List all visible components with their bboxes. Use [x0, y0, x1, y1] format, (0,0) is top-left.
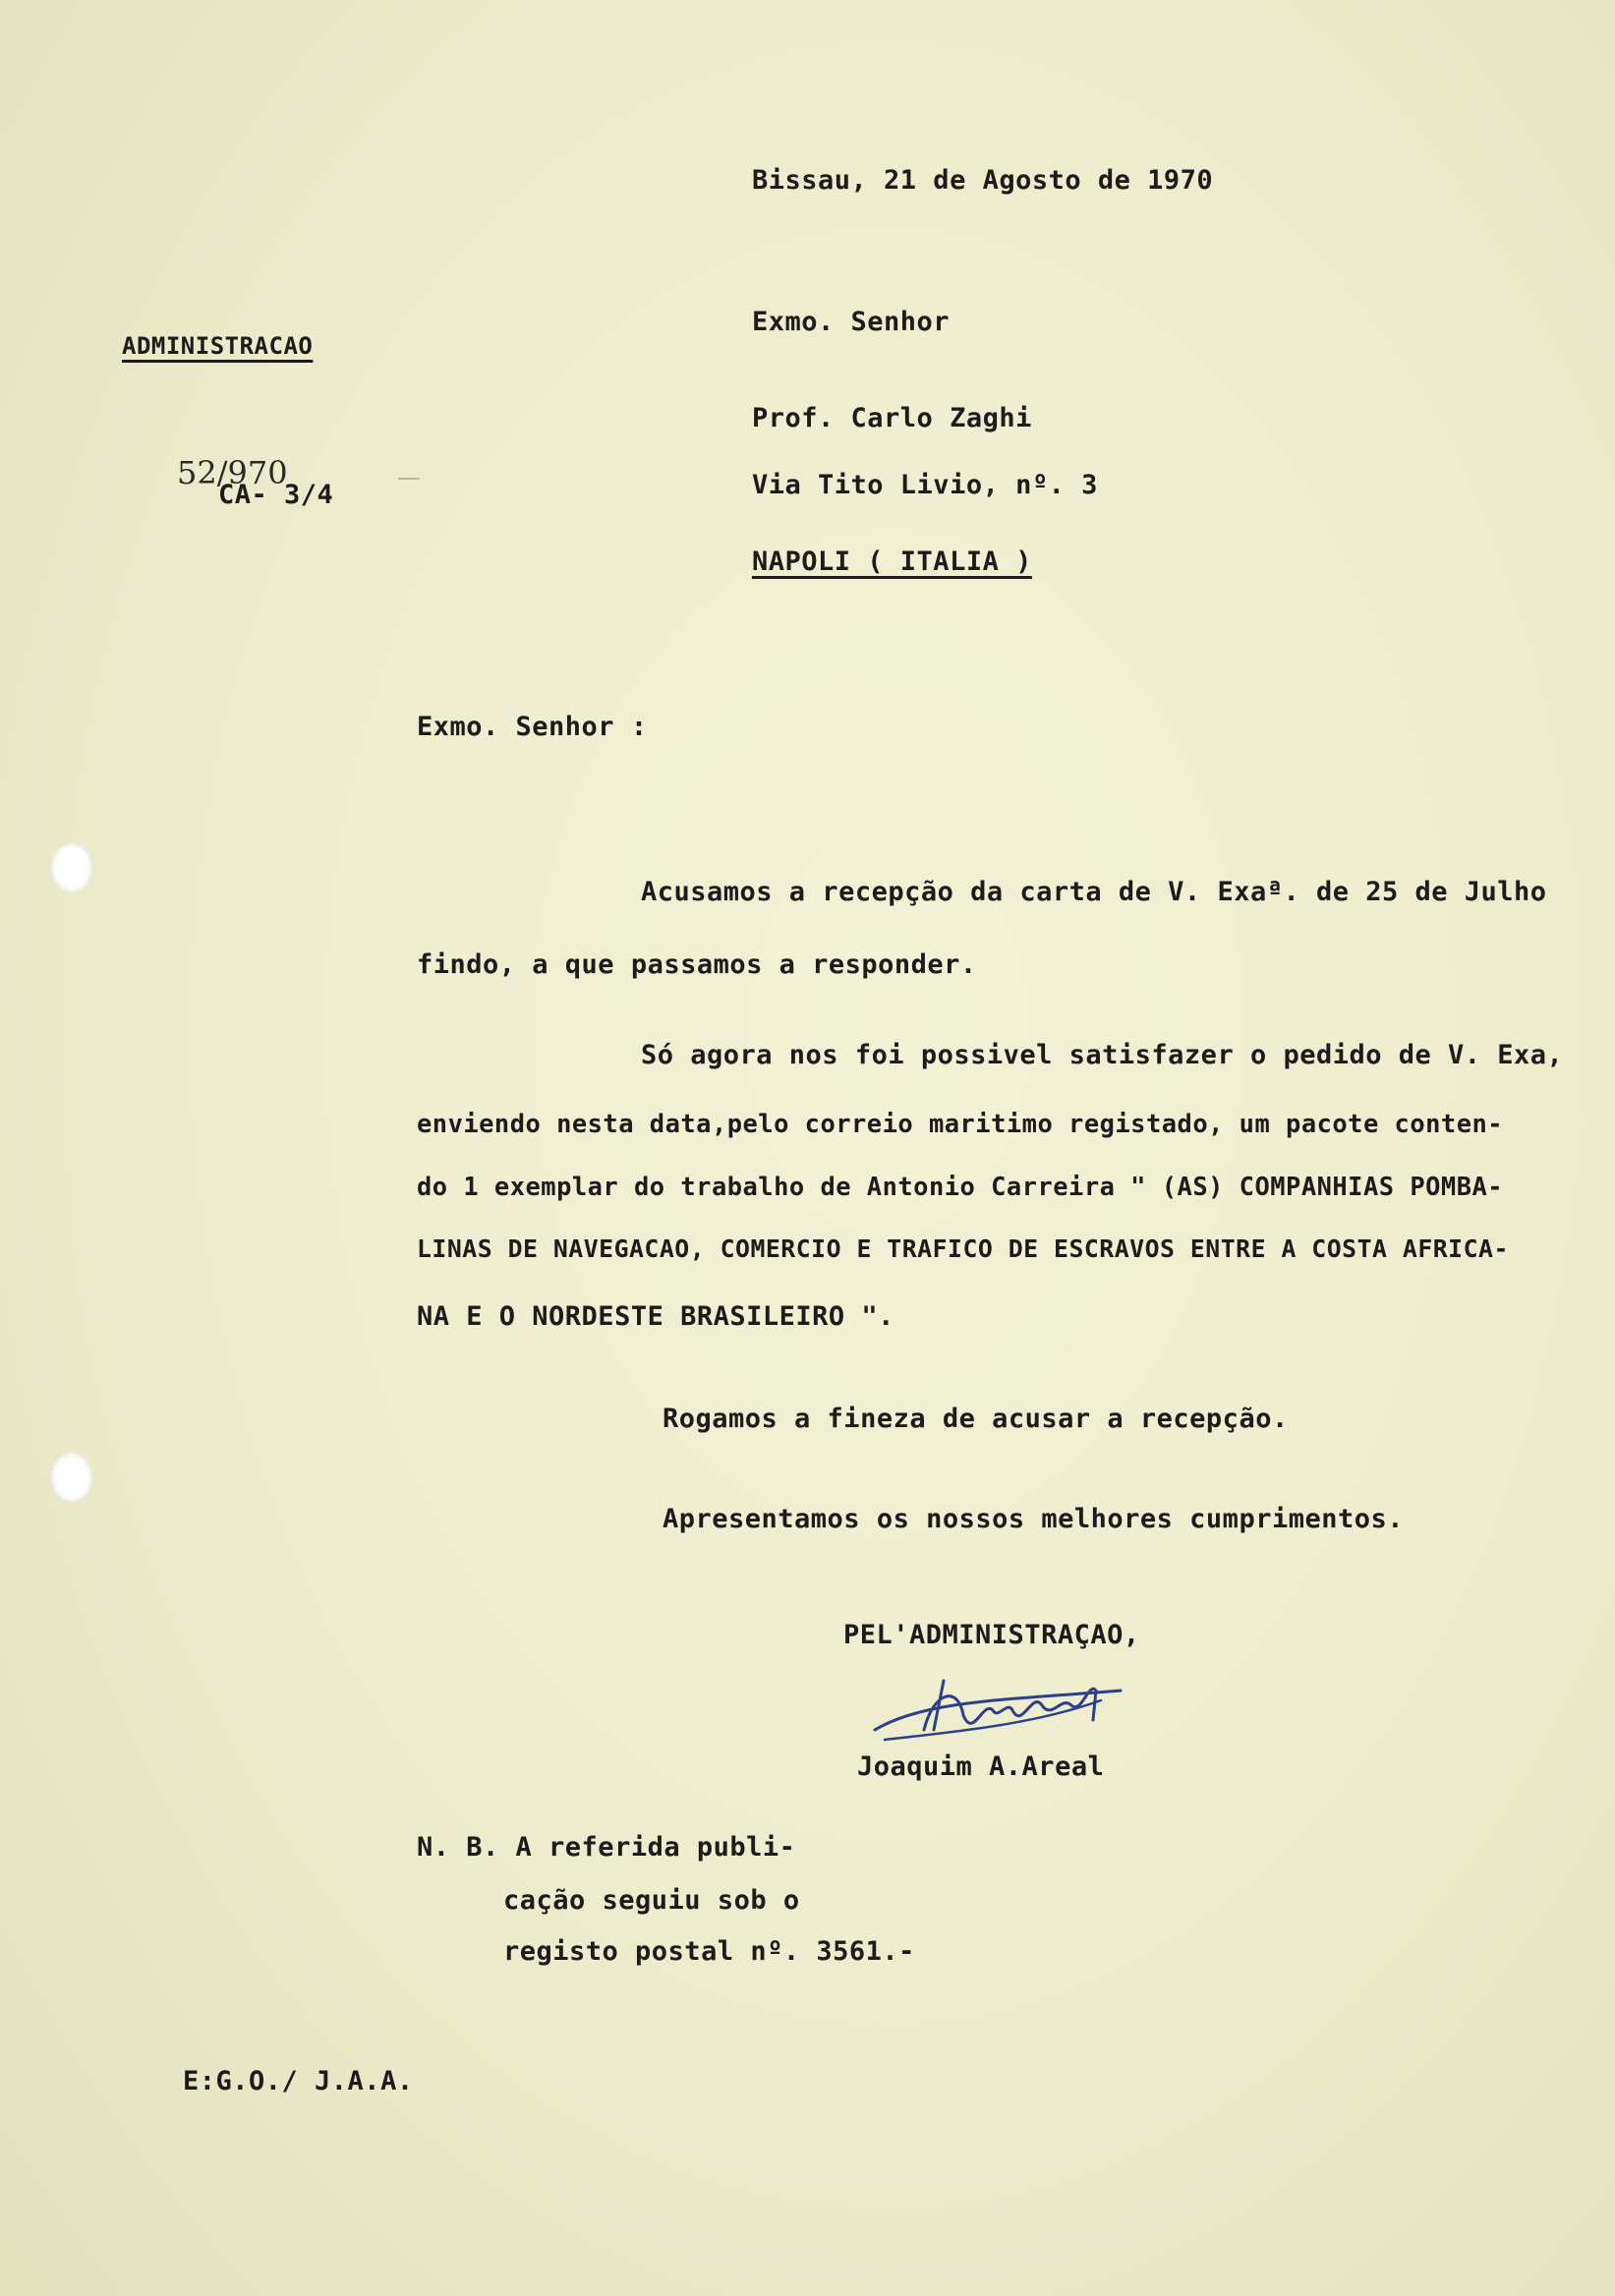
recipient-name: Prof. Carlo Zaghi: [752, 403, 1032, 433]
closing: PEL'ADMINISTRAÇAO,: [843, 1620, 1140, 1650]
signature: [865, 1661, 1140, 1759]
recipient-salutation: Exmo. Senhor: [752, 307, 951, 337]
department-header: ADMINISTRACAO: [122, 332, 314, 360]
punch-hole-top: [51, 843, 92, 892]
nb-line: N. B. A referida publi-: [417, 1832, 796, 1863]
reference-code: CA- 3/4: [218, 480, 334, 510]
initials: E:G.O./ J.A.A.: [183, 2066, 414, 2096]
greeting: Exmo. Senhor :: [417, 712, 648, 742]
signer-name: Joaquim A.Areal: [857, 1751, 1105, 1782]
margin-dash: [398, 478, 420, 480]
body-line: enviendo nesta data,pelo correio maritimo registado, um pacote conten-: [417, 1109, 1504, 1138]
place-date: Bissau, 21 de Agosto de 1970: [752, 165, 1214, 196]
recipient-street: Via Tito Livio, nº. 3: [752, 470, 1098, 500]
body-line: Rogamos a fineza de acusar a recepção.: [663, 1404, 1289, 1434]
body-line: Só agora nos foi possivel satisfazer o pedido de V. Exa,: [641, 1040, 1564, 1070]
body-line: NA E O NORDESTE BRASILEIRO ".: [417, 1301, 894, 1332]
body-line: Apresentamos os nossos melhores cumprimentos.: [663, 1504, 1404, 1534]
body-line: Acusamos a recepção da carta de V. Exaª. de 25 de Julho: [641, 877, 1547, 907]
nb-line: registo postal nº. 3561.-: [503, 1936, 915, 1967]
nb-line: cação seguiu sob o: [503, 1885, 800, 1916]
body-line: LINAS DE NAVEGACAO, COMERCIO E TRAFICO DE ESCRAVOS ENTRE A COSTA AFRICA-: [417, 1234, 1509, 1263]
body-line: do 1 exemplar do trabalho de Antonio Carreira " (AS) COMPANHIAS POMBA-: [417, 1172, 1504, 1201]
body-line: findo, a que passamos a responder.: [417, 949, 977, 980]
handwritten-reference: 52/970: [177, 454, 288, 491]
punch-hole-bottom: [51, 1453, 92, 1502]
recipient-city: NAPOLI ( ITALIA ): [752, 546, 1032, 577]
